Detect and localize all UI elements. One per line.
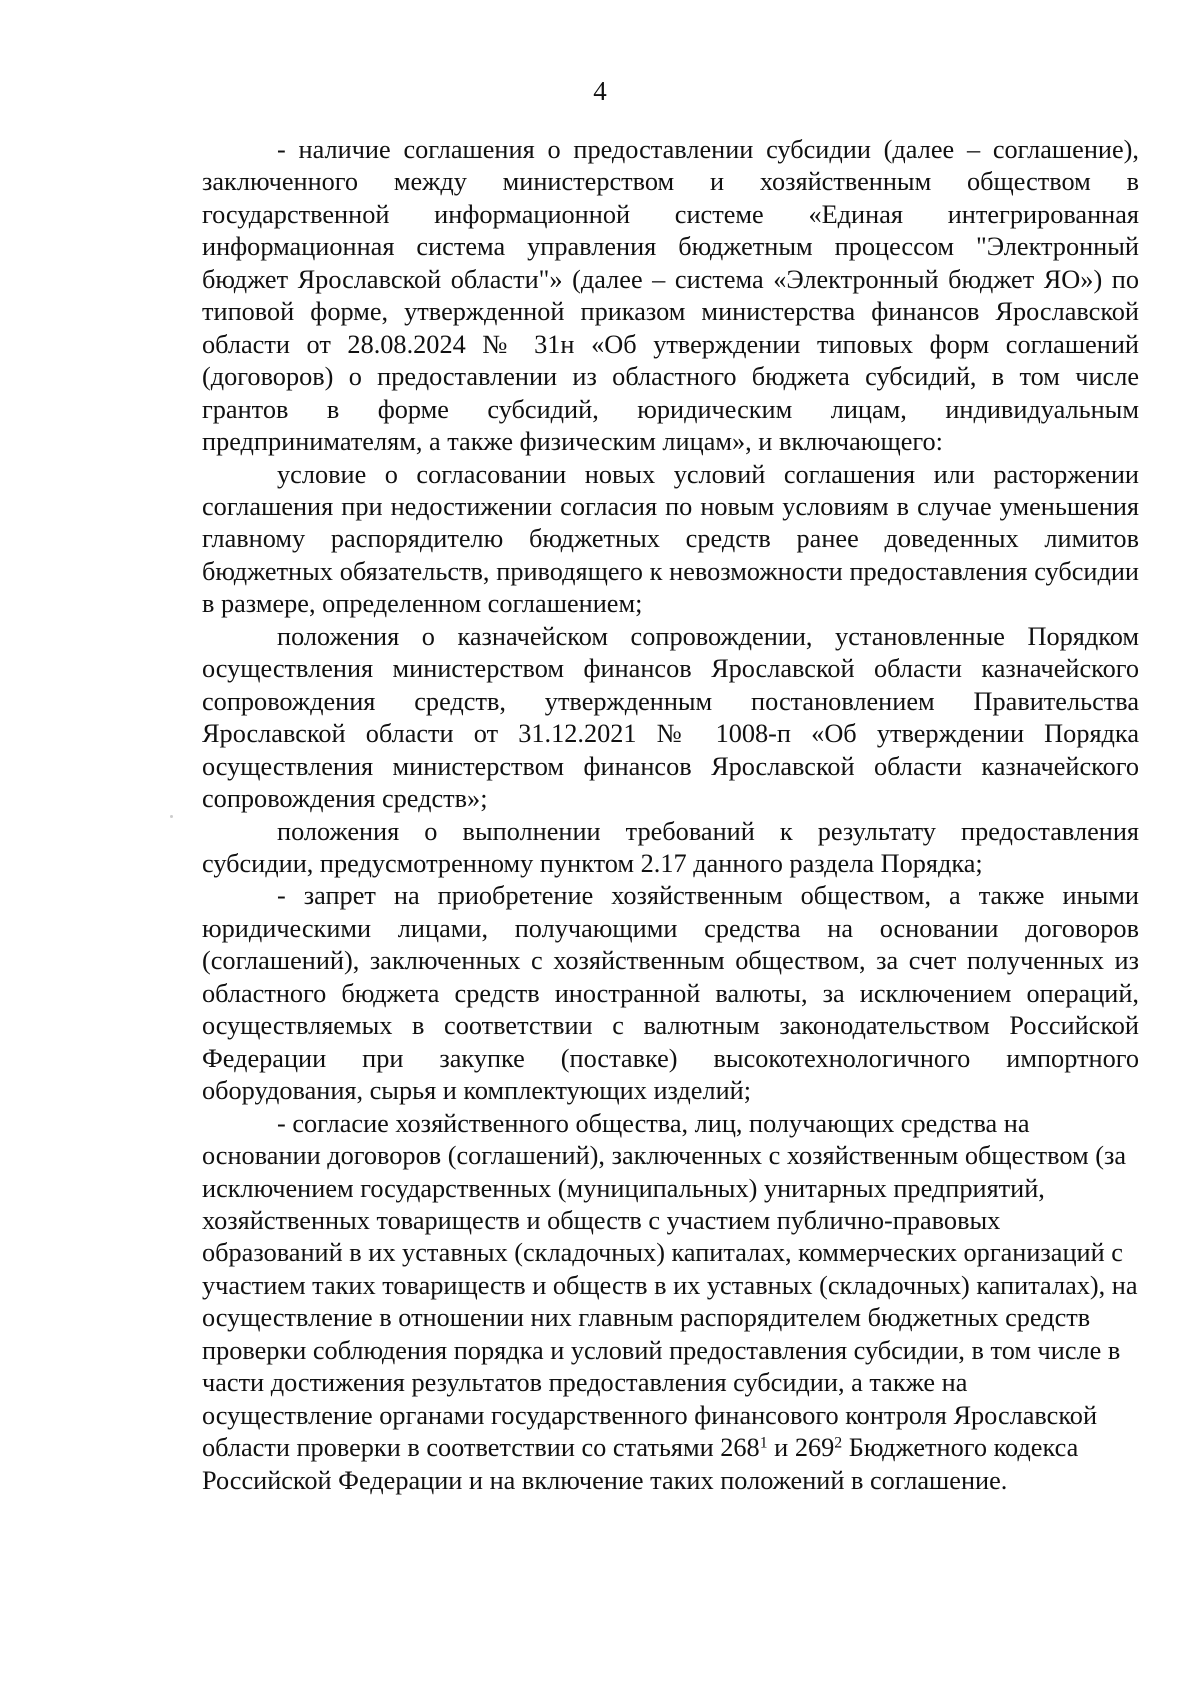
paragraph-treasury-support: положения о казначейском сопровождении, установленные Порядком осуществления министерством финансов Ярославской области казначейского сопровождения средств, утвержденным постановлением Правительства Ярославской области от 31.12.2021 № 1008-п «Об утверждении Порядка осуществления министерством финансов Ярославской области казначейского сопровождения средств»; [202, 621, 1139, 814]
audit-consent-text-end: Бюджетного кодекса Российской Федерации и на включение таких положений в соглашение. [202, 1433, 1079, 1495]
superscript-article-269: 2 [834, 1434, 843, 1452]
audit-consent-text-start: - согласие хозяйственного общества, лиц, получающих средства на основании договоров (соглашений), заключенных с хозяйственным обществом (за исключением государственных (муниципальных) унитарных предприятий, хозяйственных товариществ и обществ с участием публично-правовых образований в их уставных (складочных) капиталах, коммерческих организаций с участием таких товариществ и обществ в их уставных (складочных) капиталах), на осуществление в отношении них главным распорядителем бюджетных средств проверки соблюдения порядка и условий предоставления субсидии, в том числе в части достижения результатов предоставления субсидии, а также на осуществление органами государственного финансового контроля Ярославской области проверки в соответствии со статьями 268 [202, 1108, 1138, 1463]
scan-margin-mark [170, 815, 173, 818]
superscript-article-268: 1 [759, 1434, 768, 1452]
paragraph-foreign-currency-ban: - запрет на приобретение хозяйственным обществом, а также иными юридическими лицами, получающими средства на основании договоров (соглашений), заключенных с хозяйственным обществом, за счет полученных из областного бюджета средств иностранной валюты, за исключением операций, осуществляемых в соответствии с валютным законодательством Российской Федерации при закупке (поставке) высокотехнологичного импортного оборудования, сырья и комплектующих изделий; [202, 881, 1139, 1106]
paragraph-result-requirements: положения о выполнении требований к результату предоставления субсидии, предусмотренному пунктом 2.17 данного раздела Порядка; [202, 816, 1139, 878]
paragraph-agreement-requirement: - наличие соглашения о предоставлении субсидии (далее – соглашение), заключенного между министерством и хозяйственным обществом в государственной информационной системе «Единая интегрированная информационная система управления бюджетным процессом "Электронный бюджет Ярославской области"» (далее – система «Электронный бюджет ЯО») по типовой форме, утвержденной приказом министерства финансов Ярославской области от 28.08.2024 № 31н «Об утверждении типовых форм соглашений (договоров) о предоставлении из областного бюджета субсидий, в том числе грантов в форме субсидий, юридическим лицам, индивидуальным предпринимателям, а также физическим лицам», и включающего: [202, 135, 1139, 457]
document-body [202, 134, 1139, 1497]
page-number: 4 [593, 76, 607, 106]
paragraph-agreement-terms-condition: условие о согласовании новых условий соглашения или расторжении соглашения при недостижении согласия по новым условиям в случае уменьшения главному распорядителю бюджетных средств ранее доведенных лимитов бюджетных обязательств, приводящего к невозможности предоставления субсидии в размере, определенном соглашением; [202, 459, 1139, 619]
paragraph-audit-consent [202, 1108, 1139, 1497]
audit-consent-text-middle: и 269 [767, 1433, 835, 1463]
